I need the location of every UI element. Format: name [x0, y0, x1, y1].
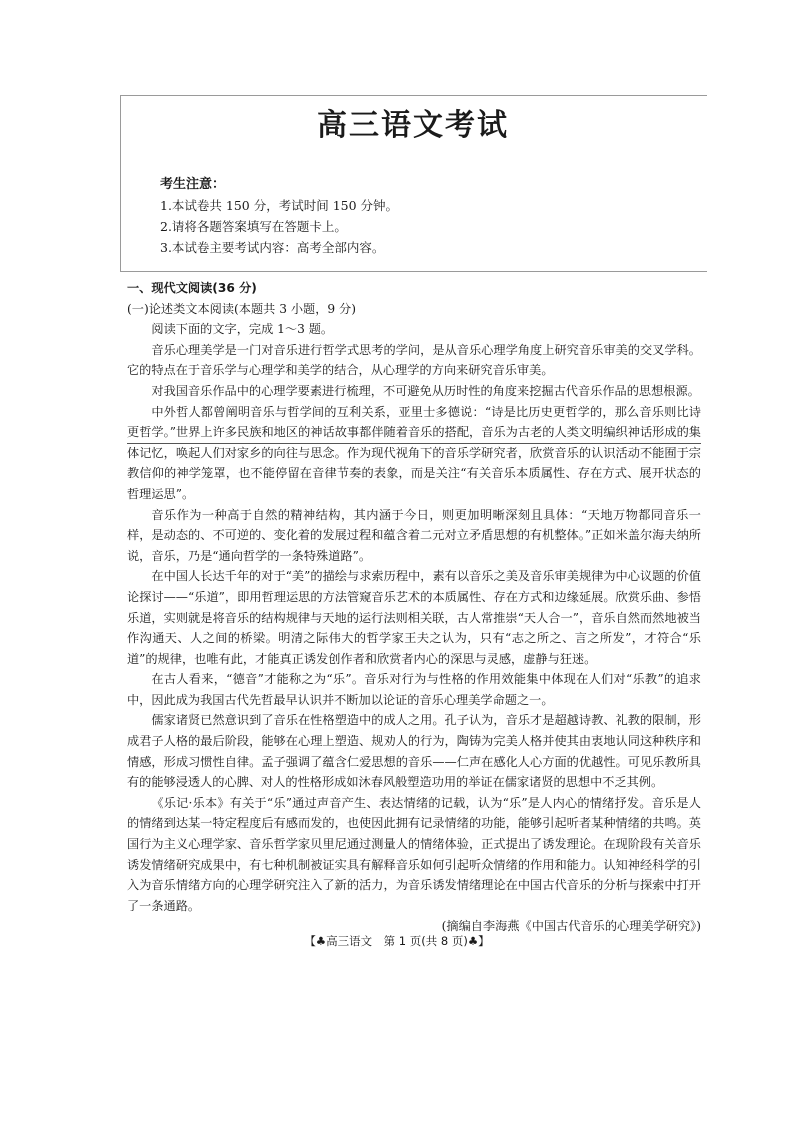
page-title: 高三语文考试: [317, 108, 509, 143]
notice-heading: 考生注意：: [160, 177, 226, 192]
paragraph: 在古人看来，“德音”才能称之为“乐”。音乐对行为与性格的作用效能集中体现在人们对“乐教”的追求中，因此成为我国古代先哲最早认识并不断加以论证的音乐心理美学命题之一。: [127, 672, 701, 707]
section-subheading: (一)论述类文本阅读(本题共 3 小题，9 分): [127, 301, 356, 316]
paragraph: 在中国人长达千年的对于“美”的描绘与求索历程中，素有以音乐之美及音乐审美规律为中心议题的价值论探讨——“乐道”，即用哲理运思的方法管窥音乐艺术的本质属性、存在方式和边缘延展。欣赏乐曲、参悟乐道，实则就是将音乐的结构规律与天地的运行法则相关联，古人常推崇“天人合一”，音乐自然而然地被当作沟通天、人之间的桥梁。明清之际伟大的哲学家王夫之认为，只有“志之所之、言之所发”，才符合“乐道”的规律，也唯有此，才能真正诱发创作者和欣赏者内心的深思与灵感，虚静与狂迷。: [127, 569, 701, 666]
source-citation: (摘编自李海燕《中国古代音乐的心理美学研究》): [441, 919, 701, 934]
instruction: 阅读下面的文字，完成 1～3 题。: [151, 322, 334, 337]
page-footer: 【♣高三语文 第 1 页(共 8 页)♣】: [304, 934, 490, 948]
paragraph: 中外哲人都曾阐明音乐与哲学间的互利关系，亚里士多德说：“诗是比历史更哲学的，那么音乐则比诗更哲学。”世界上许多民族和地区的神话故事都伴随着音乐的搭配，音乐为古老的人类文明编织神话形成的集体记忆，唤起人们对家乡的向往与思念。作为现代视角下的音乐学研究者，欣赏音乐的认识活动不能囿于宗教信仰的神学笼罩，也不能停留在音律节奏的表象，而是关注“有关音乐本质属性、存在方式、展开状态的哲理运思”。: [127, 404, 701, 501]
paragraph: 音乐心理美学是一门对音乐进行哲学式思考的学问，是从音乐心理学角度上研究音乐审美的交叉学科。它的特点在于音乐学与心理学和美学的结合，从心理学的方向来研究音乐审美。: [127, 342, 701, 378]
notice-item: 2.请将各题答案填写在答题卡上。: [160, 219, 347, 234]
section-heading: 一、现代文阅读(36 分): [127, 281, 257, 295]
fold-line: [127, 443, 701, 444]
paragraph: 音乐作为一种高于自然的精神结构，其内涵于今日，则更加明晰深刻且具体：“天地万物都同音乐一样，是动态的、不可逆的、变化着的发展过程和蕴含着二元对立矛盾思想的有机整体。”正如米盖尔海夫纳所说，音乐，乃是“通向哲学的一条特殊道路”。: [127, 507, 701, 563]
notice-item: 1.本试卷共 150 分，考试时间 150 分钟。: [160, 198, 399, 213]
paragraph: 《乐记·乐本》有关于“乐”通过声音产生、表达情绪的记载，认为“乐”是人内心的情绪抒发。音乐是人的情绪到达某一特定程度后有感而发的，也使因此拥有记录情绪的功能，能够引起听者某种情绪的共鸣。英国行为主义心理学家、音乐哲学家贝里尼通过测量人的情绪体验，正式提出了诱发理论。在现阶段有关音乐诱发情绪研究成果中，有七种机制被证实具有解释音乐如何引起听众情绪的作用和能力。认知神经科学的引入为音乐情绪方向的心理学研究注入了新的活力，为音乐诱发情绪理论在中国古代音乐的分析与探索中打开了一条通路。: [127, 795, 701, 913]
notice-item: 3.本试卷主要考试内容：高考全部内容。: [160, 240, 385, 255]
reading-section: [127, 278, 701, 937]
paragraph: 对我国音乐作品中的心理学要素进行梳理，不可避免从历时性的角度来挖掘古代音乐作品的思想根源。: [151, 383, 700, 398]
exam-notice: [160, 174, 398, 258]
paragraph: 儒家诸贤已然意识到了音乐在性格塑造中的成人之用。孔子认为，音乐才是超越诗教、礼教的限制，形成君子人格的最后阶段，能够在心理上塑造、规劝人的行为，陶铸为完美人格并使其由衷地认同这种秩序和情感，形成习惯性自律。孟子强调了蕴含仁爱思想的音乐——仁声在感化人心方面的优越性。可见乐教所具有的能够浸透人的心脾、对人的性格形成如沐春风般塑造功用的举证在儒家诸贤的思想中不乏其例。: [127, 713, 701, 790]
